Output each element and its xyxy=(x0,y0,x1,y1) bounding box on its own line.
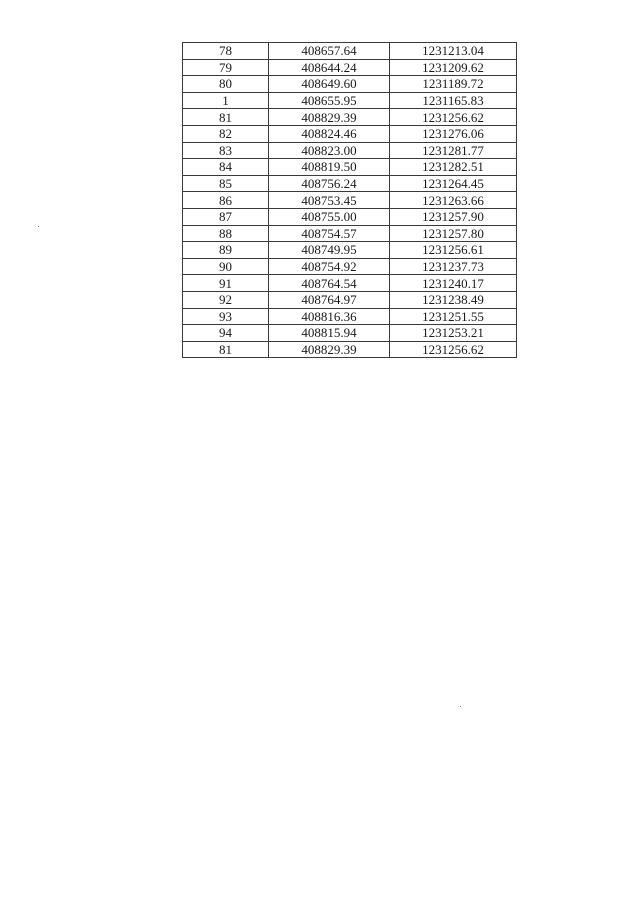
y-coordinate-cell: 1231257.90 xyxy=(390,208,517,225)
y-coordinate-cell: 1231263.66 xyxy=(390,192,517,209)
table-row xyxy=(183,258,517,275)
point-number-cell: 89 xyxy=(183,242,269,259)
point-number-cell: 91 xyxy=(183,275,269,292)
point-number-cell: 87 xyxy=(183,208,269,225)
point-number-cell: 81 xyxy=(183,341,269,358)
x-coordinate-cell: 408755.00 xyxy=(269,208,390,225)
y-coordinate-cell: 1231256.62 xyxy=(390,109,517,126)
point-number-cell: 78 xyxy=(183,43,269,60)
point-number-cell: 88 xyxy=(183,225,269,242)
table-row xyxy=(183,325,517,342)
point-number-cell: 93 xyxy=(183,308,269,325)
x-coordinate-cell: 408815.94 xyxy=(269,325,390,342)
table-row xyxy=(183,175,517,192)
table-row xyxy=(183,142,517,159)
point-number-cell: 92 xyxy=(183,291,269,308)
y-coordinate-cell: 1231264.45 xyxy=(390,175,517,192)
x-coordinate-cell: 408816.36 xyxy=(269,308,390,325)
y-coordinate-cell: 1231240.17 xyxy=(390,275,517,292)
y-coordinate-cell: 1231189.72 xyxy=(390,76,517,93)
x-coordinate-cell: 408823.00 xyxy=(269,142,390,159)
point-number-cell: 86 xyxy=(183,192,269,209)
point-number-cell: 79 xyxy=(183,59,269,76)
x-coordinate-cell: 408754.57 xyxy=(269,225,390,242)
x-coordinate-cell: 408824.46 xyxy=(269,125,390,142)
x-coordinate-cell: 408754.92 xyxy=(269,258,390,275)
table-row xyxy=(183,125,517,142)
x-coordinate-cell: 408756.24 xyxy=(269,175,390,192)
x-coordinate-cell: 408644.24 xyxy=(269,59,390,76)
x-coordinate-cell: 408829.39 xyxy=(269,341,390,358)
x-coordinate-cell: 408764.97 xyxy=(269,291,390,308)
point-number-cell: 84 xyxy=(183,159,269,176)
y-coordinate-cell: 1231165.83 xyxy=(390,92,517,109)
table-row xyxy=(183,192,517,209)
y-coordinate-cell: 1231213.04 xyxy=(390,43,517,60)
y-coordinate-cell: 1231281.77 xyxy=(390,142,517,159)
x-coordinate-cell: 408655.95 xyxy=(269,92,390,109)
x-coordinate-cell: 408819.50 xyxy=(269,159,390,176)
x-coordinate-cell: 408753.45 xyxy=(269,192,390,209)
point-number-cell: 85 xyxy=(183,175,269,192)
table-row xyxy=(183,225,517,242)
x-coordinate-cell: 408764.54 xyxy=(269,275,390,292)
table-row xyxy=(183,291,517,308)
table-row xyxy=(183,159,517,176)
table-row xyxy=(183,43,517,60)
table-row xyxy=(183,92,517,109)
scan-speck xyxy=(460,706,461,707)
coordinates-table xyxy=(182,42,517,358)
table-row xyxy=(183,109,517,126)
y-coordinate-cell: 1231282.51 xyxy=(390,159,517,176)
x-coordinate-cell: 408749.95 xyxy=(269,242,390,259)
point-number-cell: 1 xyxy=(183,92,269,109)
table-row xyxy=(183,275,517,292)
y-coordinate-cell: 1231251.55 xyxy=(390,308,517,325)
y-coordinate-cell: 1231257.80 xyxy=(390,225,517,242)
y-coordinate-cell: 1231209.62 xyxy=(390,59,517,76)
table-row xyxy=(183,242,517,259)
x-coordinate-cell: 408829.39 xyxy=(269,109,390,126)
point-number-cell: 90 xyxy=(183,258,269,275)
point-number-cell: 81 xyxy=(183,109,269,126)
x-coordinate-cell: 408657.64 xyxy=(269,43,390,60)
table-row xyxy=(183,208,517,225)
y-coordinate-cell: 1231256.62 xyxy=(390,341,517,358)
y-coordinate-cell: 1231253.21 xyxy=(390,325,517,342)
point-number-cell: 80 xyxy=(183,76,269,93)
y-coordinate-cell: 1231237.73 xyxy=(390,258,517,275)
table-row xyxy=(183,76,517,93)
table-row xyxy=(183,308,517,325)
x-coordinate-cell: 408649.60 xyxy=(269,76,390,93)
table-row xyxy=(183,341,517,358)
point-number-cell: 82 xyxy=(183,125,269,142)
scan-speck xyxy=(38,226,39,227)
y-coordinate-cell: 1231238.49 xyxy=(390,291,517,308)
table-row xyxy=(183,59,517,76)
y-coordinate-cell: 1231276.06 xyxy=(390,125,517,142)
y-coordinate-cell: 1231256.61 xyxy=(390,242,517,259)
point-number-cell: 94 xyxy=(183,325,269,342)
point-number-cell: 83 xyxy=(183,142,269,159)
